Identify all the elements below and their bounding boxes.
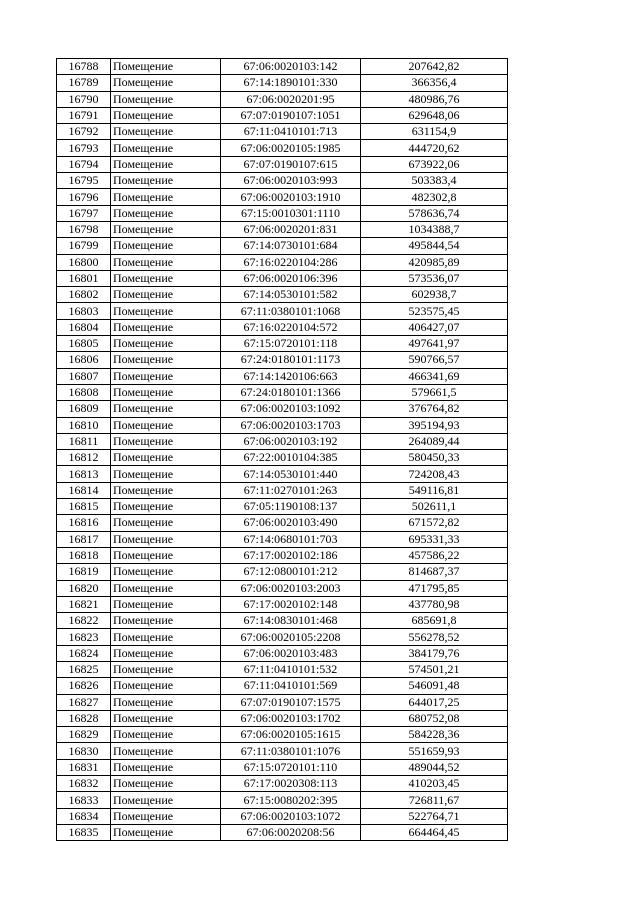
- cadastral-value-cell: 495844,54: [361, 238, 508, 254]
- row-number-cell: 16795: [57, 173, 111, 189]
- row-number-cell: 16822: [57, 613, 111, 629]
- table-row: [57, 466, 508, 482]
- table-row: [57, 710, 508, 726]
- table-row: [57, 613, 508, 629]
- row-number-cell: 16803: [57, 303, 111, 319]
- cadastral-number-cell: 67:06:0020103:993: [221, 173, 361, 189]
- cadastral-number-cell: 67:06:0020103:1910: [221, 189, 361, 205]
- table-row: [57, 401, 508, 417]
- cadastral-number-cell: 67:17:0020308:113: [221, 776, 361, 792]
- cadastral-value-cell: 420985,89: [361, 254, 508, 270]
- cadastral-number-cell: 67:11:0410101:532: [221, 661, 361, 677]
- table-row: [57, 91, 508, 107]
- cadastral-value-cell: 376764,82: [361, 401, 508, 417]
- object-type-cell: Помещение: [111, 743, 221, 759]
- table-row: [57, 792, 508, 808]
- row-number-cell: 16793: [57, 140, 111, 156]
- object-type-cell: Помещение: [111, 613, 221, 629]
- table-row: [57, 189, 508, 205]
- cadastral-number-cell: 67:06:0020103:483: [221, 645, 361, 661]
- cadastral-number-cell: 67:06:0020106:396: [221, 270, 361, 286]
- cadastral-number-cell: 67:06:0020103:1072: [221, 808, 361, 824]
- cadastral-value-cell: 410203,45: [361, 776, 508, 792]
- object-type-cell: Помещение: [111, 352, 221, 368]
- cadastral-number-cell: 67:11:0410101:713: [221, 124, 361, 140]
- row-number-cell: 16819: [57, 564, 111, 580]
- object-type-cell: Помещение: [111, 580, 221, 596]
- object-type-cell: Помещение: [111, 173, 221, 189]
- table-row: [57, 140, 508, 156]
- object-type-cell: Помещение: [111, 629, 221, 645]
- table-row: [57, 270, 508, 286]
- cadastral-value-cell: 695331,33: [361, 531, 508, 547]
- cadastral-number-cell: 67:15:0720101:118: [221, 336, 361, 352]
- object-type-cell: Помещение: [111, 678, 221, 694]
- cadastral-value-cell: 726811,67: [361, 792, 508, 808]
- row-number-cell: 16794: [57, 156, 111, 172]
- cadastral-number-cell: 67:16:0220104:286: [221, 254, 361, 270]
- table-row: [57, 303, 508, 319]
- cadastral-number-cell: 67:06:0020201:95: [221, 91, 361, 107]
- cadastral-number-cell: 67:14:1420106:663: [221, 368, 361, 384]
- object-type-cell: Помещение: [111, 287, 221, 303]
- cadastral-value-cell: 466341,69: [361, 368, 508, 384]
- table-row: [57, 808, 508, 824]
- row-number-cell: 16805: [57, 336, 111, 352]
- cadastral-value-cell: 584228,36: [361, 727, 508, 743]
- cadastral-number-cell: 67:07:0190107:1051: [221, 107, 361, 123]
- table-row: [57, 694, 508, 710]
- row-number-cell: 16796: [57, 189, 111, 205]
- row-number-cell: 16833: [57, 792, 111, 808]
- cadastral-number-cell: 67:24:0180101:1366: [221, 384, 361, 400]
- row-number-cell: 16798: [57, 221, 111, 237]
- object-type-cell: Помещение: [111, 759, 221, 775]
- row-number-cell: 16817: [57, 531, 111, 547]
- row-number-cell: 16818: [57, 547, 111, 563]
- object-type-cell: Помещение: [111, 792, 221, 808]
- cadastral-value-cell: 573536,07: [361, 270, 508, 286]
- row-number-cell: 16826: [57, 678, 111, 694]
- table-row: [57, 661, 508, 677]
- row-number-cell: 16835: [57, 824, 111, 840]
- cadastral-value-table: [56, 58, 508, 841]
- object-type-cell: Помещение: [111, 91, 221, 107]
- cadastral-number-cell: 67:11:0380101:1076: [221, 743, 361, 759]
- row-number-cell: 16811: [57, 433, 111, 449]
- cadastral-value-cell: 406427,07: [361, 319, 508, 335]
- cadastral-value-cell: 551659,93: [361, 743, 508, 759]
- cadastral-number-cell: 67:17:0020102:148: [221, 596, 361, 612]
- object-type-cell: Помещение: [111, 75, 221, 91]
- table-row: [57, 238, 508, 254]
- cadastral-number-cell: 67:14:0530101:582: [221, 287, 361, 303]
- cadastral-number-cell: 67:07:0190107:1575: [221, 694, 361, 710]
- cadastral-number-cell: 67:06:0020103:192: [221, 433, 361, 449]
- object-type-cell: Помещение: [111, 531, 221, 547]
- table-row: [57, 482, 508, 498]
- object-type-cell: Помещение: [111, 547, 221, 563]
- object-type-cell: Помещение: [111, 661, 221, 677]
- table-row: [57, 221, 508, 237]
- row-number-cell: 16820: [57, 580, 111, 596]
- cadastral-value-cell: 629648,06: [361, 107, 508, 123]
- cadastral-value-cell: 664464,45: [361, 824, 508, 840]
- row-number-cell: 16792: [57, 124, 111, 140]
- cadastral-value-cell: 680752,08: [361, 710, 508, 726]
- table-row: [57, 173, 508, 189]
- row-number-cell: 16814: [57, 482, 111, 498]
- object-type-cell: Помещение: [111, 384, 221, 400]
- table-row: [57, 547, 508, 563]
- cadastral-value-cell: 549116,81: [361, 482, 508, 498]
- cadastral-number-cell: 67:14:1890101:330: [221, 75, 361, 91]
- row-number-cell: 16823: [57, 629, 111, 645]
- object-type-cell: Помещение: [111, 205, 221, 221]
- cadastral-number-cell: 67:12:0800101:212: [221, 564, 361, 580]
- cadastral-value-cell: 590766,57: [361, 352, 508, 368]
- object-type-cell: Помещение: [111, 140, 221, 156]
- cadastral-value-cell: 482302,8: [361, 189, 508, 205]
- table-row: [57, 499, 508, 515]
- row-number-cell: 16791: [57, 107, 111, 123]
- row-number-cell: 16830: [57, 743, 111, 759]
- row-number-cell: 16829: [57, 727, 111, 743]
- object-type-cell: Помещение: [111, 417, 221, 433]
- cadastral-value-cell: 673922,06: [361, 156, 508, 172]
- cadastral-value-cell: 556278,52: [361, 629, 508, 645]
- row-number-cell: 16816: [57, 515, 111, 531]
- cadastral-number-cell: 67:11:0270101:263: [221, 482, 361, 498]
- row-number-cell: 16831: [57, 759, 111, 775]
- cadastral-value-cell: 523575,45: [361, 303, 508, 319]
- document-page: [56, 58, 507, 841]
- cadastral-value-cell: 814687,37: [361, 564, 508, 580]
- row-number-cell: 16788: [57, 59, 111, 75]
- cadastral-value-cell: 644017,25: [361, 694, 508, 710]
- table-row: [57, 384, 508, 400]
- cadastral-value-cell: 497641,97: [361, 336, 508, 352]
- table-row: [57, 450, 508, 466]
- cadastral-number-cell: 67:06:0020105:1985: [221, 140, 361, 156]
- cadastral-value-cell: 1034388,7: [361, 221, 508, 237]
- cadastral-value-cell: 724208,43: [361, 466, 508, 482]
- cadastral-number-cell: 67:24:0180101:1173: [221, 352, 361, 368]
- cadastral-number-cell: 67:06:0020103:1703: [221, 417, 361, 433]
- cadastral-number-cell: 67:06:0020103:1092: [221, 401, 361, 417]
- object-type-cell: Помещение: [111, 433, 221, 449]
- table-row: [57, 254, 508, 270]
- table-row: [57, 776, 508, 792]
- row-number-cell: 16801: [57, 270, 111, 286]
- cadastral-number-cell: 67:06:0020103:142: [221, 59, 361, 75]
- object-type-cell: Помещение: [111, 59, 221, 75]
- cadastral-value-cell: 578636,74: [361, 205, 508, 221]
- object-type-cell: Помещение: [111, 124, 221, 140]
- cadastral-value-cell: 384179,76: [361, 645, 508, 661]
- cadastral-number-cell: 67:17:0020102:186: [221, 547, 361, 563]
- row-number-cell: 16806: [57, 352, 111, 368]
- row-number-cell: 16807: [57, 368, 111, 384]
- table-row: [57, 645, 508, 661]
- cadastral-number-cell: 67:06:0020103:1702: [221, 710, 361, 726]
- row-number-cell: 16827: [57, 694, 111, 710]
- cadastral-number-cell: 67:22:0010104:385: [221, 450, 361, 466]
- row-number-cell: 16812: [57, 450, 111, 466]
- object-type-cell: Помещение: [111, 776, 221, 792]
- row-number-cell: 16813: [57, 466, 111, 482]
- object-type-cell: Помещение: [111, 808, 221, 824]
- cadastral-value-cell: 366356,4: [361, 75, 508, 91]
- row-number-cell: 16789: [57, 75, 111, 91]
- cadastral-value-cell: 671572,82: [361, 515, 508, 531]
- table-row: [57, 727, 508, 743]
- object-type-cell: Помещение: [111, 107, 221, 123]
- object-type-cell: Помещение: [111, 319, 221, 335]
- cadastral-number-cell: 67:06:0020103:2003: [221, 580, 361, 596]
- table-row: [57, 205, 508, 221]
- cadastral-value-cell: 574501,21: [361, 661, 508, 677]
- object-type-cell: Помещение: [111, 189, 221, 205]
- table-row: [57, 417, 508, 433]
- cadastral-number-cell: 67:06:0020105:1615: [221, 727, 361, 743]
- object-type-cell: Помещение: [111, 336, 221, 352]
- table-row: [57, 678, 508, 694]
- row-number-cell: 16828: [57, 710, 111, 726]
- object-type-cell: Помещение: [111, 254, 221, 270]
- table-row: [57, 580, 508, 596]
- cadastral-value-cell: 579661,5: [361, 384, 508, 400]
- row-number-cell: 16790: [57, 91, 111, 107]
- cadastral-value-cell: 480986,76: [361, 91, 508, 107]
- cadastral-number-cell: 67:06:0020201:831: [221, 221, 361, 237]
- row-number-cell: 16800: [57, 254, 111, 270]
- row-number-cell: 16824: [57, 645, 111, 661]
- cadastral-number-cell: 67:15:0010301:1110: [221, 205, 361, 221]
- cadastral-value-cell: 602938,7: [361, 287, 508, 303]
- table-row: [57, 59, 508, 75]
- object-type-cell: Помещение: [111, 596, 221, 612]
- object-type-cell: Помещение: [111, 727, 221, 743]
- table-row: [57, 515, 508, 531]
- object-type-cell: Помещение: [111, 156, 221, 172]
- table-row: [57, 107, 508, 123]
- row-number-cell: 16804: [57, 319, 111, 335]
- table-row: [57, 433, 508, 449]
- cadastral-value-cell: 437780,98: [361, 596, 508, 612]
- row-number-cell: 16810: [57, 417, 111, 433]
- cadastral-value-cell: 580450,33: [361, 450, 508, 466]
- table-body: [57, 59, 508, 841]
- cadastral-value-cell: 546091,48: [361, 678, 508, 694]
- table-row: [57, 287, 508, 303]
- row-number-cell: 16799: [57, 238, 111, 254]
- row-number-cell: 16797: [57, 205, 111, 221]
- object-type-cell: Помещение: [111, 645, 221, 661]
- table-row: [57, 352, 508, 368]
- object-type-cell: Помещение: [111, 710, 221, 726]
- object-type-cell: Помещение: [111, 466, 221, 482]
- object-type-cell: Помещение: [111, 450, 221, 466]
- object-type-cell: Помещение: [111, 515, 221, 531]
- object-type-cell: Помещение: [111, 401, 221, 417]
- cadastral-value-cell: 503383,4: [361, 173, 508, 189]
- object-type-cell: Помещение: [111, 368, 221, 384]
- row-number-cell: 16815: [57, 499, 111, 515]
- cadastral-number-cell: 67:16:0220104:572: [221, 319, 361, 335]
- row-number-cell: 16825: [57, 661, 111, 677]
- table-row: [57, 75, 508, 91]
- table-row: [57, 743, 508, 759]
- cadastral-number-cell: 67:14:0730101:684: [221, 238, 361, 254]
- object-type-cell: Помещение: [111, 564, 221, 580]
- row-number-cell: 16808: [57, 384, 111, 400]
- object-type-cell: Помещение: [111, 221, 221, 237]
- cadastral-number-cell: 67:06:0020103:490: [221, 515, 361, 531]
- table-row: [57, 629, 508, 645]
- cadastral-value-cell: 444720,62: [361, 140, 508, 156]
- table-row: [57, 824, 508, 840]
- table-row: [57, 368, 508, 384]
- table-row: [57, 564, 508, 580]
- cadastral-value-cell: 522764,71: [361, 808, 508, 824]
- row-number-cell: 16834: [57, 808, 111, 824]
- cadastral-value-cell: 395194,93: [361, 417, 508, 433]
- object-type-cell: Помещение: [111, 824, 221, 840]
- cadastral-number-cell: 67:14:0530101:440: [221, 466, 361, 482]
- cadastral-number-cell: 67:11:0410101:569: [221, 678, 361, 694]
- row-number-cell: 16802: [57, 287, 111, 303]
- cadastral-value-cell: 471795,85: [361, 580, 508, 596]
- object-type-cell: Помещение: [111, 303, 221, 319]
- table-row: [57, 596, 508, 612]
- object-type-cell: Помещение: [111, 482, 221, 498]
- cadastral-value-cell: 685691,8: [361, 613, 508, 629]
- object-type-cell: Помещение: [111, 694, 221, 710]
- object-type-cell: Помещение: [111, 238, 221, 254]
- row-number-cell: 16832: [57, 776, 111, 792]
- cadastral-number-cell: 67:06:0020105:2208: [221, 629, 361, 645]
- object-type-cell: Помещение: [111, 499, 221, 515]
- cadastral-number-cell: 67:15:0720101:110: [221, 759, 361, 775]
- row-number-cell: 16809: [57, 401, 111, 417]
- table-row: [57, 319, 508, 335]
- table-row: [57, 124, 508, 140]
- table-row: [57, 336, 508, 352]
- cadastral-number-cell: 67:07:0190107:615: [221, 156, 361, 172]
- table-row: [57, 531, 508, 547]
- cadastral-number-cell: 67:05:1190108:137: [221, 499, 361, 515]
- cadastral-number-cell: 67:15:0080202:395: [221, 792, 361, 808]
- cadastral-value-cell: 457586,22: [361, 547, 508, 563]
- cadastral-value-cell: 489044,52: [361, 759, 508, 775]
- table-row: [57, 759, 508, 775]
- cadastral-value-cell: 207642,82: [361, 59, 508, 75]
- cadastral-value-cell: 631154,9: [361, 124, 508, 140]
- cadastral-number-cell: 67:06:0020208:56: [221, 824, 361, 840]
- object-type-cell: Помещение: [111, 270, 221, 286]
- cadastral-value-cell: 502611,1: [361, 499, 508, 515]
- cadastral-number-cell: 67:14:0680101:703: [221, 531, 361, 547]
- table-row: [57, 156, 508, 172]
- cadastral-value-cell: 264089,44: [361, 433, 508, 449]
- cadastral-number-cell: 67:14:0830101:468: [221, 613, 361, 629]
- cadastral-number-cell: 67:11:0380101:1068: [221, 303, 361, 319]
- row-number-cell: 16821: [57, 596, 111, 612]
